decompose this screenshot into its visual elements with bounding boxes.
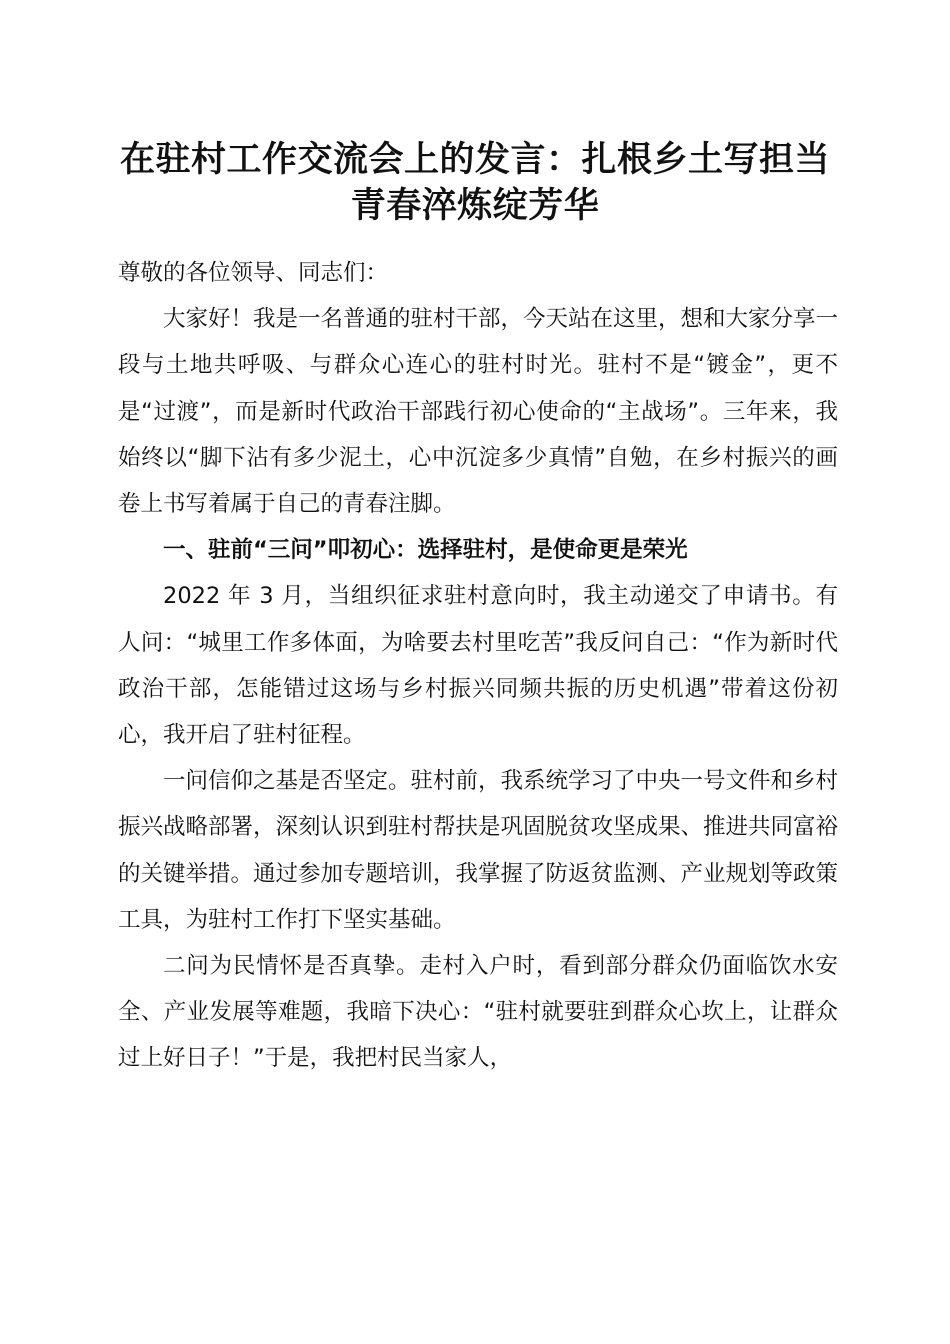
paragraph-second-question: 二问为民情怀是否真挚。走村入户时，看到部分群众仍面临饮水安全、产业发展等难题，我暗下决心：“驻村就要驻到群众心坎上，让群众过上好日子！”于是，我把村民当家人， — [118, 953, 838, 1072]
salutation: 尊敬的各位领导、同志们： — [118, 260, 389, 286]
paragraph-intro: 大家好！我是一名普通的驻村干部，今天站在这里，想和大家分享一段与土地共呼吸、与群众心连心的驻村时光。驻村不是“镀金”，更不是“过渡”，而是新时代政治干部践行初心使命的“主战场”。三年来，我始终以“脚下沾有多少泥土，心中沉淀多少真情”自勉，在乡村振兴的画卷上书写着属于自己的青春注脚。 — [118, 306, 839, 518]
paragraph-2022: 2022 年 3 月，当组织征求驻村意向时，我主动递交了申请书。有人问：“城里工作多体面，为啥要去村里吃苦”我反问自己：“作为新时代政治干部，怎能错过这场与乡村振兴同频共振的历史机遇”带着这份初心，我开启了驻村征程。 — [118, 583, 838, 749]
document-body — [118, 250, 838, 1082]
paragraph-first-question: 一问信仰之基是否坚定。驻村前，我系统学习了中央一号文件和乡村振兴战略部署，深刻认识到驻村帮扶是巩固脱贫攻坚成果、推进共同富裕的关键举措。通过参加专题培训，我掌握了防返贫监测、产业规划等政策工具，为驻村工作打下坚实基础。 — [118, 768, 839, 933]
document-title-line-2: 青春淬炼绽芳华 — [350, 185, 600, 226]
section-heading-1: 一、驻前“三问”叩初心：选择驻村，是使命更是荣光 — [163, 537, 688, 564]
document-title-line-1: 在驻村工作交流会上的发言：扎根乡土写担当 — [119, 139, 830, 180]
